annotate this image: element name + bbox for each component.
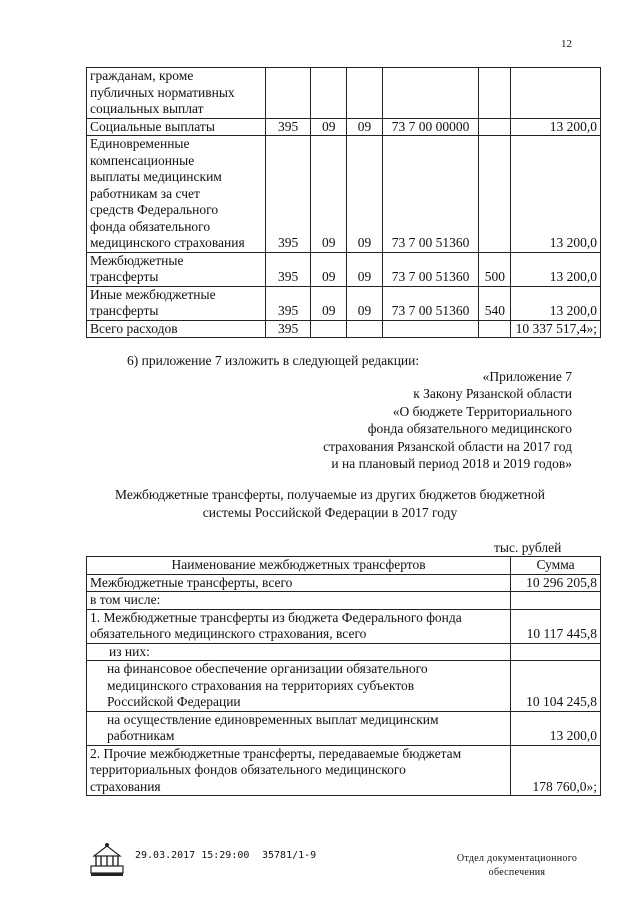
- appendix-line: страхования Рязанской области на 2017 год: [323, 438, 572, 454]
- table-row: [87, 320, 601, 338]
- cell-sum: [511, 68, 601, 119]
- appendix-line: и на плановый период 2018 и 2019 годов»: [331, 456, 572, 472]
- cell-pr: 09: [347, 252, 383, 286]
- cell-csr: 73 7 00 51360: [382, 286, 478, 320]
- cell-pr: 09: [347, 286, 383, 320]
- table-row: [87, 574, 601, 592]
- title-line: системы Российской Федерации в 2017 году: [202, 505, 458, 520]
- cell-name-line: Всего расходов: [90, 320, 178, 336]
- cell-sum: 10 337 517,4»;: [511, 320, 601, 338]
- cell-code: 395: [265, 286, 311, 320]
- cell-name: [87, 252, 266, 286]
- header-name: Наименование межбюджетных трансфертов: [87, 557, 511, 575]
- cell-name: [87, 68, 266, 119]
- department-line: Отдел документационного: [456, 853, 578, 864]
- footer-datetime: 29.03.2017 15:29:00: [135, 850, 250, 861]
- header-sum: Сумма: [511, 557, 601, 575]
- cell-sum: 10 296 205,8: [511, 574, 601, 592]
- cell-name: [87, 661, 511, 712]
- cell-name-line: работникам за счет: [90, 185, 200, 201]
- cell-name-line: публичных нормативных: [90, 84, 235, 100]
- cell-sum: 178 760,0»;: [511, 745, 601, 796]
- cell-name-line: Российской Федерации: [107, 694, 241, 709]
- cell-sum: 13 200,0: [511, 252, 601, 286]
- cell-sum: [511, 643, 601, 661]
- cell-name: [87, 320, 266, 338]
- cell-name-line: работникам: [107, 728, 175, 743]
- cell-sum: 10 104 245,8: [511, 661, 601, 712]
- table-row: [87, 592, 601, 610]
- cell-name-line: обязательного медицинского страхования, всего: [90, 626, 367, 641]
- cell-csr: 73 7 00 00000: [382, 118, 478, 136]
- cell-name-line: средств Федерального: [90, 202, 219, 217]
- transfers-table: [86, 556, 601, 796]
- cell-name: [87, 643, 511, 661]
- cell-name: [87, 286, 266, 320]
- cell-name: [87, 118, 266, 136]
- amendment-paragraph: 6) приложение 7 изложить в следующей редакции:: [127, 353, 420, 368]
- cell-name-line: фонда обязательного: [90, 218, 211, 234]
- cell-csr: [382, 320, 478, 338]
- table-header-row: [87, 557, 601, 575]
- cell-vr: 540: [479, 286, 511, 320]
- cell-name-line: социальных выплат: [90, 101, 204, 116]
- appendix-header: [323, 368, 572, 472]
- cell-code: 395: [265, 136, 311, 253]
- table-row: [87, 286, 601, 320]
- cell-rz: [311, 68, 347, 119]
- cell-vr: [479, 136, 511, 253]
- cell-vr: [479, 118, 511, 136]
- title-line: Межбюджетные трансферты, получаемые из других бюджетов бюджетной: [115, 487, 545, 502]
- cell-name-line: компенсационные: [90, 152, 195, 168]
- cell-name-line: 1. Межбюджетные трансферты из бюджета Федерального фонда: [90, 609, 462, 625]
- appendix-line: фонда обязательного медицинского: [367, 421, 572, 437]
- cell-name-line: территориальных фондов обязательного медицинского: [90, 762, 406, 777]
- cell-csr: [382, 68, 478, 119]
- table-row: [87, 609, 601, 643]
- table-row: [87, 745, 601, 796]
- cell-name: [87, 574, 511, 592]
- table-row: [87, 136, 601, 253]
- cell-name-line: Социальные выплаты: [90, 118, 215, 134]
- cell-csr: 73 7 00 51360: [382, 252, 478, 286]
- footer-department: [432, 852, 602, 880]
- cell-pr: [347, 68, 383, 119]
- cell-rz: [311, 320, 347, 338]
- cell-name-line: в том числе:: [90, 592, 161, 607]
- cell-sum: 10 117 445,8: [511, 609, 601, 643]
- cell-name: [87, 136, 266, 253]
- cell-rz: 09: [311, 136, 347, 253]
- cell-vr: [479, 68, 511, 119]
- cell-code: 395: [265, 118, 311, 136]
- cell-vr: 500: [479, 252, 511, 286]
- cell-name-line: Иные межбюджетные: [90, 286, 216, 302]
- cell-pr: 09: [347, 136, 383, 253]
- table-row: [87, 252, 601, 286]
- cell-name: [87, 711, 511, 745]
- cell-name-line: трансферты: [90, 303, 159, 318]
- cell-pr: [347, 320, 383, 338]
- cell-name-line: гражданам, кроме: [90, 68, 194, 83]
- cell-name-line: выплаты медицинским: [90, 169, 222, 184]
- document-title: [60, 486, 600, 522]
- cell-sum: 13 200,0: [511, 286, 601, 320]
- cell-name: [87, 745, 511, 796]
- cell-name-line: медицинского страхования на территориях субъектов: [107, 677, 415, 693]
- cell-code: 395: [265, 320, 311, 338]
- appendix-line: «О бюджете Территориального: [392, 403, 572, 419]
- cell-rz: 09: [311, 252, 347, 286]
- cell-name-line: страхования: [90, 778, 161, 794]
- cell-code: 395: [265, 252, 311, 286]
- cell-name-line: Единовременные: [90, 136, 190, 151]
- duma-seal-icon: [88, 840, 126, 878]
- cell-name-line: 2. Прочие межбюджетные трансферты, передаваемые бюджетам: [90, 745, 462, 761]
- cell-vr: [479, 320, 511, 338]
- cell-name: [87, 609, 511, 643]
- appendix-line: к Закону Рязанской области: [413, 386, 572, 402]
- cell-rz: 09: [311, 286, 347, 320]
- page-number: 12: [561, 38, 572, 50]
- cell-name-line: из них:: [109, 643, 150, 659]
- expenses-table: [86, 67, 601, 338]
- table-row: [87, 661, 601, 712]
- cell-name-line: трансферты: [90, 269, 159, 284]
- cell-name-line: на осуществление единовременных выплат медицинским: [107, 711, 439, 727]
- cell-name: [87, 592, 511, 610]
- cell-name-line: Межбюджетные: [90, 252, 184, 268]
- cell-name-line: Межбюджетные трансферты, всего: [90, 574, 293, 590]
- table-row: [87, 68, 601, 119]
- cell-sum: 13 200,0: [511, 711, 601, 745]
- cell-sum: [511, 592, 601, 610]
- footer-doc-id: 35781/1-9: [262, 850, 317, 861]
- table-row: [87, 118, 601, 136]
- cell-sum: 13 200,0: [511, 136, 601, 253]
- cell-name-line: на финансовое обеспечение организации обязательного: [107, 661, 428, 676]
- cell-csr: 73 7 00 51360: [382, 136, 478, 253]
- cell-pr: 09: [347, 118, 383, 136]
- cell-sum: 13 200,0: [511, 118, 601, 136]
- department-line: обеспечения: [488, 867, 546, 878]
- table-row: [87, 711, 601, 745]
- cell-rz: 09: [311, 118, 347, 136]
- cell-code: [265, 68, 311, 119]
- table-row: [87, 643, 601, 661]
- appendix-line: «Приложение 7: [482, 369, 572, 384]
- cell-name-line: медицинского страхования: [90, 235, 245, 250]
- unit-label: тыс. рублей: [494, 540, 562, 555]
